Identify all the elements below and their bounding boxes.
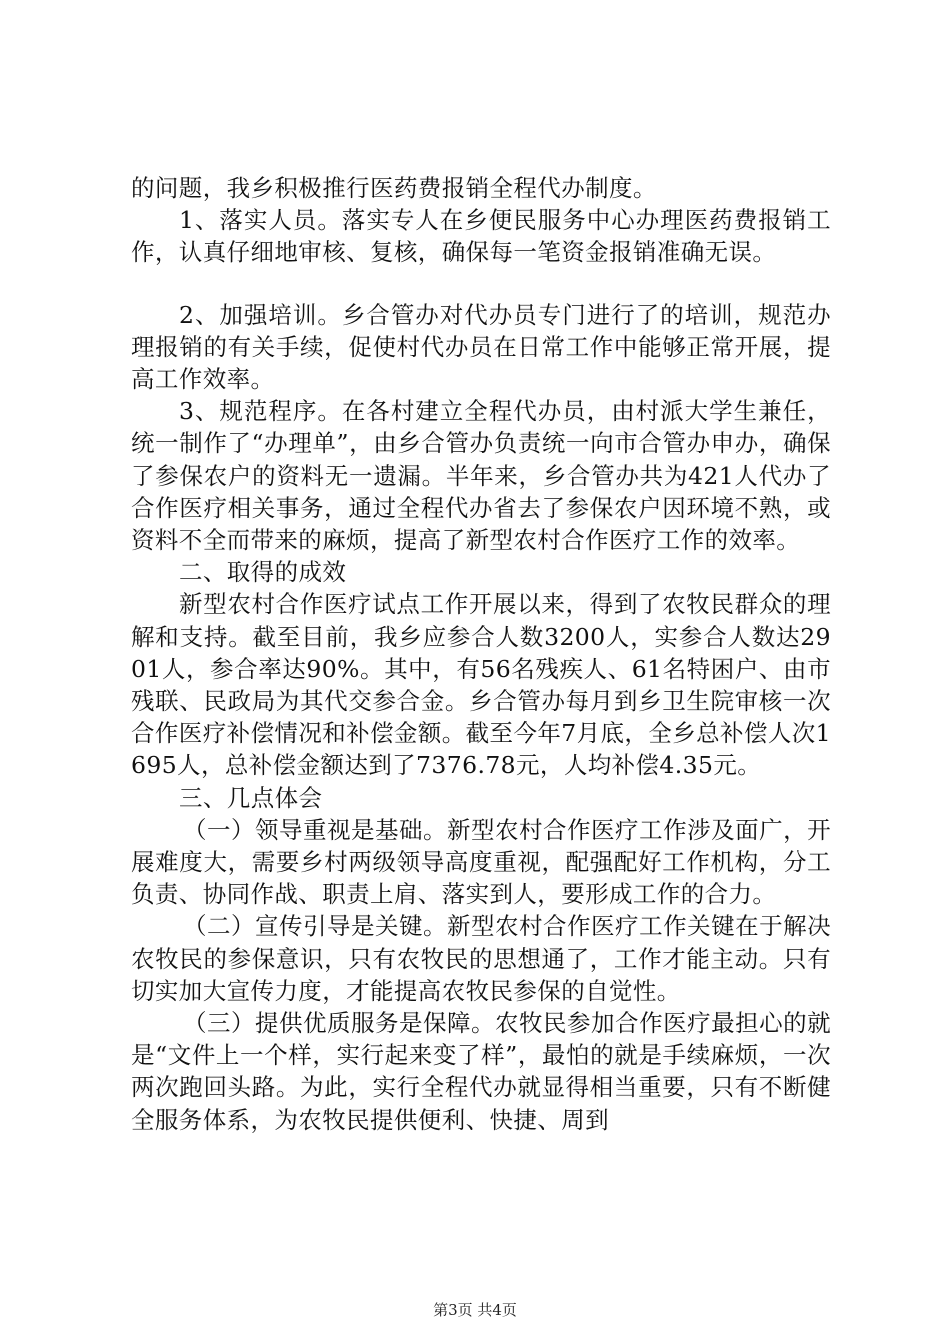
paragraph-staffing: 1、落实人员。落实专人在乡便民服务中心办理医药费报销工作，认真仔细地审核、复核，确保每一笔资金报销准确无误。 [131, 206, 831, 267]
paragraph-continuation: 的问题，我乡积极推行医药费报销全程代办制度。 [131, 174, 657, 202]
paragraph-leadership: （一）领导重视是基础。新型农村合作医疗工作涉及面广，开展难度大，需要乡村两级领导高度重视，配强配好工作机构，分工负责、协同作战、职责上肩、落实到人，要形成工作的合力。 [131, 815, 831, 909]
page-number-footer: 第3页 共4页 [433, 1301, 517, 1319]
document-body [131, 172, 831, 1136]
section-heading-insights: 三、几点体会 [179, 783, 323, 812]
section-heading-results: 二、取得的成效 [179, 558, 347, 587]
paragraph-service: （三）提供优质服务是保障。农牧民参加合作医疗最担心的就是“文件上一个样，实行起来变了样”，最怕的就是手续麻烦，一次两次跑回头路。为此，实行全程代办就显得相当重要，只有不断健全服务体系，为农牧民提供便利、快捷、周到 [131, 1009, 831, 1134]
paragraph-procedure: 3、规范程序。在各村建立全程代办员，由村派大学生兼任，统一制作了“办理单”，由乡合管办负责统一向市合管办申办，确保了参保农户的资料无一遗漏。半年来，乡合管办共为421人代办了合作医疗相关事务，通过全程代办省去了参保农户因环境不熟，或资料不全而带来的麻烦，提高了新型农村合作医疗工作的效率。 [131, 397, 831, 555]
paragraph-results: 新型农村合作医疗试点工作开展以来，得到了农牧民群众的理解和支持。截至目前，我乡应参合人数3200人，实参合人数达2901人，参合率达90%。其中，有56名残疾人、61名特困户、由市残联、民政局为其代交参合金。乡合管办每月到乡卫生院审核一次合作医疗补偿情况和补偿金额。截至今年7月底，全乡总补偿人次1695人，总补偿金额达到了7376.78元，人均补偿4.35元。 [131, 590, 831, 780]
paragraph-training: 2、加强培训。乡合管办对代办员专门进行了的培训，规范办理报销的有关手续，促使村代办员在日常工作中能够正常开展，提高工作效率。 [131, 300, 831, 394]
paragraph-publicity: （二）宣传引导是关键。新型农村合作医疗工作关键在于解决农牧民的参保意识，只有农牧民的思想通了，工作才能主动。只有切实加大宣传力度，才能提高农牧民参保的自觉性。 [131, 912, 831, 1005]
